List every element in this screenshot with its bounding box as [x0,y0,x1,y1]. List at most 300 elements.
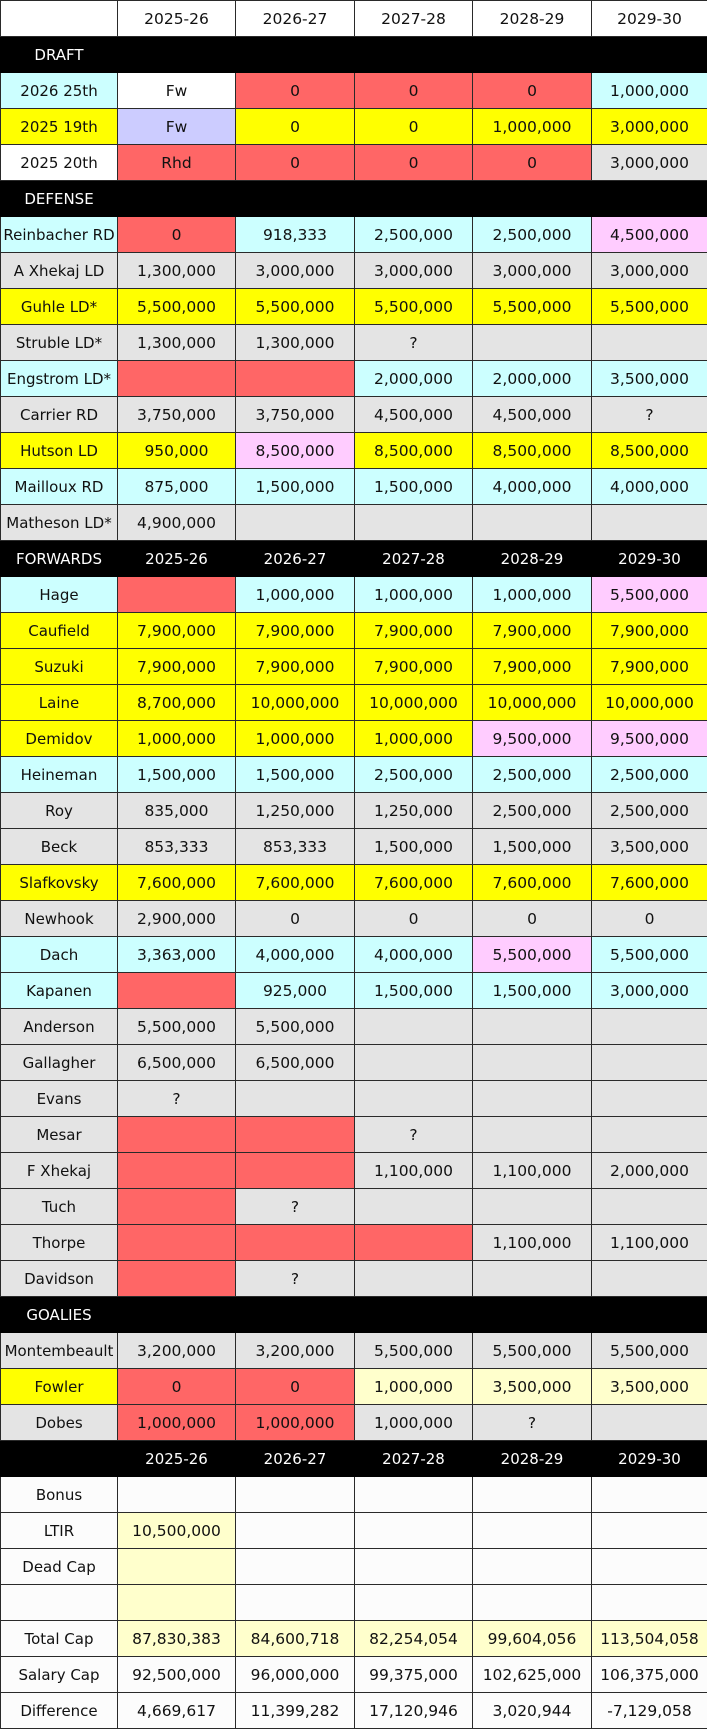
value-cell: 7,900,000 [118,613,236,649]
value-cell: 3,200,000 [236,1333,355,1369]
value-cell [592,1549,707,1585]
row-label: Montembeault [1,1333,118,1369]
section-title: DEFENSE [1,181,118,217]
value-cell [355,1477,473,1513]
value-cell: 6,500,000 [118,1045,236,1081]
value-cell: 1,100,000 [473,1225,592,1261]
value-cell: 10,500,000 [118,1513,236,1549]
row-label: 2026 25th [1,73,118,109]
value-cell: 113,504,058 [592,1621,707,1657]
value-cell: 7,600,000 [236,865,355,901]
row-dach [1,937,707,973]
value-cell: 1,500,000 [236,757,355,793]
value-cell: 3,750,000 [118,397,236,433]
row-engstrom-ld [1,361,707,397]
row-a-xhekaj-ld [1,253,707,289]
value-cell: 1,500,000 [355,973,473,1009]
value-cell: 0 [236,1369,355,1405]
value-cell: 4,000,000 [236,937,355,973]
row-tuch [1,1189,707,1225]
value-cell [118,1549,236,1585]
value-cell [473,1009,592,1045]
value-cell: 7,600,000 [473,865,592,901]
row-label: Heineman [1,757,118,793]
value-cell [118,1585,236,1621]
value-cell: 4,900,000 [118,505,236,541]
year-header: 2029-30 [592,1,707,37]
value-cell: 7,900,000 [592,649,707,685]
corner-cell [1,1,118,37]
row-label: Salary Cap [1,1657,118,1693]
value-cell: 0 [592,901,707,937]
value-cell: 3,750,000 [236,397,355,433]
year-header: 2028-29 [473,1,592,37]
value-cell: 8,500,000 [355,433,473,469]
column-header-row [1,1,707,37]
row-label: Dobes [1,1405,118,1441]
row-label: Carrier RD [1,397,118,433]
value-cell: 925,000 [236,973,355,1009]
section-header-filler [592,37,707,73]
value-cell: 4,000,000 [473,469,592,505]
value-cell: 0 [355,73,473,109]
value-cell [355,505,473,541]
value-cell: 2,500,000 [473,217,592,253]
section-header-draft [1,37,707,73]
section-title: DRAFT [1,37,118,73]
value-cell [592,1477,707,1513]
value-cell [236,1225,355,1261]
value-cell: 1,500,000 [355,829,473,865]
value-cell [118,1153,236,1189]
row-label [1,1585,118,1621]
row-label: Kapanen [1,973,118,1009]
section-title: GOALIES [1,1297,118,1333]
value-cell: 1,500,000 [236,469,355,505]
value-cell: 10,000,000 [473,685,592,721]
value-cell: 5,500,000 [592,577,707,613]
row-2025-19th [1,109,707,145]
row-laine [1,685,707,721]
row-label: Mesar [1,1117,118,1153]
value-cell: 2,500,000 [473,757,592,793]
row-heineman [1,757,707,793]
value-cell: 8,500,000 [592,433,707,469]
row-reinbacher-rd [1,217,707,253]
value-cell: 1,250,000 [355,793,473,829]
row-label: F Xhekaj [1,1153,118,1189]
value-cell: 5,500,000 [473,937,592,973]
value-cell [592,1081,707,1117]
row-dobes [1,1405,707,1441]
value-cell: 5,500,000 [118,1009,236,1045]
section-header-filler [592,181,707,217]
section-year-header: 2027-28 [355,1441,473,1477]
value-cell: 5,500,000 [592,1333,707,1369]
value-cell: 1,000,000 [473,109,592,145]
value-cell: 3,500,000 [592,829,707,865]
value-cell [355,1225,473,1261]
section-header-filler [236,37,355,73]
value-cell: 3,000,000 [355,253,473,289]
row-slafkovsky [1,865,707,901]
value-cell [473,1117,592,1153]
value-cell: 87,830,383 [118,1621,236,1657]
value-cell: 2,500,000 [355,757,473,793]
row-beck [1,829,707,865]
value-cell: 918,333 [236,217,355,253]
value-cell: 7,900,000 [592,613,707,649]
row-label: Fowler [1,1369,118,1405]
value-cell: ? [236,1189,355,1225]
value-cell [118,1225,236,1261]
value-cell [355,1513,473,1549]
value-cell: 8,500,000 [236,433,355,469]
value-cell: 835,000 [118,793,236,829]
value-cell: 0 [355,145,473,181]
value-cell: 3,500,000 [592,361,707,397]
value-cell: 7,900,000 [473,649,592,685]
row-2026-25th [1,73,707,109]
row-label: 2025 19th [1,109,118,145]
year-header: 2025-26 [118,1,236,37]
value-cell [236,1549,355,1585]
value-cell [236,1117,355,1153]
value-cell: ? [355,325,473,361]
value-cell: 1,000,000 [118,721,236,757]
value-cell: 2,000,000 [592,1153,707,1189]
row-total-cap [1,1621,707,1657]
section-header-totals [1,1441,707,1477]
value-cell: 1,000,000 [473,577,592,613]
value-cell: 3,000,000 [473,253,592,289]
value-cell: -7,129,058 [592,1693,707,1729]
value-cell: 853,333 [236,829,355,865]
section-header-filler [236,181,355,217]
row-label: LTIR [1,1513,118,1549]
value-cell: 10,000,000 [592,685,707,721]
value-cell: 7,900,000 [236,613,355,649]
section-header-filler [355,1297,473,1333]
row-roy [1,793,707,829]
value-cell [473,1261,592,1297]
value-cell: 7,900,000 [355,649,473,685]
section-year-header: 2029-30 [592,541,707,577]
value-cell: 7,600,000 [355,865,473,901]
row-label: 2025 20th [1,145,118,181]
value-cell: 9,500,000 [592,721,707,757]
value-cell: 7,600,000 [118,865,236,901]
value-cell: 8,700,000 [118,685,236,721]
row-label: Bonus [1,1477,118,1513]
row-label: Struble LD* [1,325,118,361]
value-cell [236,505,355,541]
row-carrier-rd [1,397,707,433]
value-cell [355,1261,473,1297]
value-cell: 3,200,000 [118,1333,236,1369]
value-cell: 4,000,000 [592,469,707,505]
value-cell: 0 [473,901,592,937]
row-kapanen [1,973,707,1009]
section-header-goalies [1,1297,707,1333]
row-label: Newhook [1,901,118,937]
value-cell [355,1189,473,1225]
value-cell: 1,000,000 [355,1369,473,1405]
value-cell: 3,500,000 [473,1369,592,1405]
value-cell: 1,000,000 [236,721,355,757]
row-hage [1,577,707,613]
value-cell: 0 [236,145,355,181]
value-cell: 102,625,000 [473,1657,592,1693]
row-label: Tuch [1,1189,118,1225]
value-cell: 1,000,000 [236,577,355,613]
section-header-filler [473,37,592,73]
value-cell: 5,500,000 [236,289,355,325]
value-cell: 853,333 [118,829,236,865]
value-cell [592,1045,707,1081]
value-cell: 1,300,000 [118,325,236,361]
value-cell [473,1585,592,1621]
section-header-filler [473,181,592,217]
value-cell: 5,500,000 [118,289,236,325]
row-label: Dead Cap [1,1549,118,1585]
value-cell [473,325,592,361]
value-cell: 11,399,282 [236,1693,355,1729]
value-cell [592,1261,707,1297]
section-year-header: 2028-29 [473,541,592,577]
value-cell: 5,500,000 [236,1009,355,1045]
row-label: Demidov [1,721,118,757]
value-cell: 0 [118,217,236,253]
value-cell: Fw [118,73,236,109]
value-cell: 950,000 [118,433,236,469]
value-cell: 96,000,000 [236,1657,355,1693]
row-label: Mailloux RD [1,469,118,505]
value-cell [592,1585,707,1621]
value-cell: 0 [355,109,473,145]
value-cell [355,1081,473,1117]
value-cell: ? [473,1405,592,1441]
value-cell: 2,500,000 [473,793,592,829]
row-label: A Xhekaj LD [1,253,118,289]
value-cell: 7,900,000 [236,649,355,685]
row-salary-cap [1,1657,707,1693]
value-cell: 1,250,000 [236,793,355,829]
value-cell: 9,500,000 [473,721,592,757]
value-cell: 5,500,000 [592,289,707,325]
value-cell: 1,300,000 [236,325,355,361]
section-header-filler [355,181,473,217]
value-cell: ? [355,1117,473,1153]
value-cell: 4,500,000 [355,397,473,433]
value-cell: 2,000,000 [473,361,592,397]
row-label: Hage [1,577,118,613]
row-struble-ld [1,325,707,361]
value-cell: 4,500,000 [473,397,592,433]
value-cell: 3,000,000 [236,253,355,289]
section-header-filler [473,1297,592,1333]
value-cell [236,1081,355,1117]
row-difference [1,1693,707,1729]
row-caufield [1,613,707,649]
value-cell [236,361,355,397]
row-davidson [1,1261,707,1297]
value-cell: 0 [355,901,473,937]
row-label: Slafkovsky [1,865,118,901]
value-cell: 1,000,000 [236,1405,355,1441]
row-newhook [1,901,707,937]
section-year-header: 2026-27 [236,541,355,577]
value-cell: 7,900,000 [118,649,236,685]
value-cell [118,1117,236,1153]
value-cell: 7,900,000 [473,613,592,649]
row-montembeault [1,1333,707,1369]
row-label: Suzuki [1,649,118,685]
row-ltir [1,1513,707,1549]
value-cell [118,577,236,613]
row-f-xhekaj [1,1153,707,1189]
value-cell: 99,375,000 [355,1657,473,1693]
row-label: Dach [1,937,118,973]
row-evans [1,1081,707,1117]
row-label: Thorpe [1,1225,118,1261]
value-cell: 1,100,000 [473,1153,592,1189]
value-cell [592,1513,707,1549]
value-cell: Rhd [118,145,236,181]
value-cell: ? [592,397,707,433]
row-label: Hutson LD [1,433,118,469]
value-cell [473,1549,592,1585]
section-header-filler [118,1297,236,1333]
year-header: 2026-27 [236,1,355,37]
value-cell: Fw [118,109,236,145]
row-label: Roy [1,793,118,829]
value-cell: 1,300,000 [118,253,236,289]
value-cell [473,1081,592,1117]
row-label: Gallagher [1,1045,118,1081]
value-cell: 5,500,000 [592,937,707,973]
row-label: Laine [1,685,118,721]
value-cell: 7,600,000 [592,865,707,901]
value-cell [236,1513,355,1549]
value-cell: 2,500,000 [592,757,707,793]
row-2025-20th [1,145,707,181]
value-cell [473,1045,592,1081]
value-cell [236,1477,355,1513]
section-header-filler [355,37,473,73]
row-gallagher [1,1045,707,1081]
section-header-forwards [1,541,707,577]
value-cell: 0 [473,73,592,109]
value-cell: 875,000 [118,469,236,505]
value-cell [592,1117,707,1153]
row-label: Davidson [1,1261,118,1297]
value-cell: 5,500,000 [473,289,592,325]
value-cell: 6,500,000 [236,1045,355,1081]
section-header-defense [1,181,707,217]
row-thorpe [1,1225,707,1261]
section-header-filler [118,37,236,73]
value-cell [592,1189,707,1225]
value-cell: 3,000,000 [592,973,707,1009]
value-cell: 0 [473,145,592,181]
value-cell: 1,500,000 [473,973,592,1009]
row-label: Guhle LD* [1,289,118,325]
value-cell: 2,900,000 [118,901,236,937]
row-blank [1,1585,707,1621]
value-cell: 2,500,000 [592,793,707,829]
value-cell: 0 [236,73,355,109]
value-cell: 1,500,000 [118,757,236,793]
value-cell [473,1189,592,1225]
value-cell: 1,500,000 [473,829,592,865]
value-cell: 1,000,000 [118,1405,236,1441]
cap-table-body [1,1,707,1729]
value-cell: 0 [118,1369,236,1405]
value-cell: 3,000,000 [592,109,707,145]
value-cell [236,1585,355,1621]
row-label: Beck [1,829,118,865]
row-fowler [1,1369,707,1405]
row-label: Engstrom LD* [1,361,118,397]
value-cell: 1,100,000 [355,1153,473,1189]
value-cell: 1,000,000 [355,1405,473,1441]
section-year-header: 2028-29 [473,1441,592,1477]
value-cell: 1,000,000 [355,721,473,757]
row-dead-cap [1,1549,707,1585]
row-mailloux-rd [1,469,707,505]
value-cell [118,1261,236,1297]
value-cell [355,1585,473,1621]
value-cell: ? [236,1261,355,1297]
value-cell [118,1477,236,1513]
value-cell: 1,100,000 [592,1225,707,1261]
section-header-filler [236,1297,355,1333]
value-cell [592,505,707,541]
section-year-header: 2025-26 [118,541,236,577]
value-cell: ? [118,1081,236,1117]
value-cell: 17,120,946 [355,1693,473,1729]
value-cell: 5,500,000 [355,1333,473,1369]
row-anderson [1,1009,707,1045]
section-header-filler [592,1297,707,1333]
value-cell: 10,000,000 [236,685,355,721]
value-cell: 5,500,000 [355,289,473,325]
row-guhle-ld [1,289,707,325]
value-cell [473,505,592,541]
value-cell: 4,669,617 [118,1693,236,1729]
value-cell: 4,500,000 [592,217,707,253]
row-matheson-ld [1,505,707,541]
value-cell: 92,500,000 [118,1657,236,1693]
row-demidov [1,721,707,757]
section-year-header: 2025-26 [118,1441,236,1477]
value-cell [118,973,236,1009]
row-hutson-ld [1,433,707,469]
value-cell [592,1009,707,1045]
section-year-header: 2026-27 [236,1441,355,1477]
row-label: Matheson LD* [1,505,118,541]
value-cell [592,1405,707,1441]
value-cell: 84,600,718 [236,1621,355,1657]
row-suzuki [1,649,707,685]
value-cell: 3,000,000 [592,253,707,289]
section-year-header: 2029-30 [592,1441,707,1477]
value-cell [118,1189,236,1225]
value-cell: 2,000,000 [355,361,473,397]
value-cell [236,1153,355,1189]
value-cell: 2,500,000 [355,217,473,253]
